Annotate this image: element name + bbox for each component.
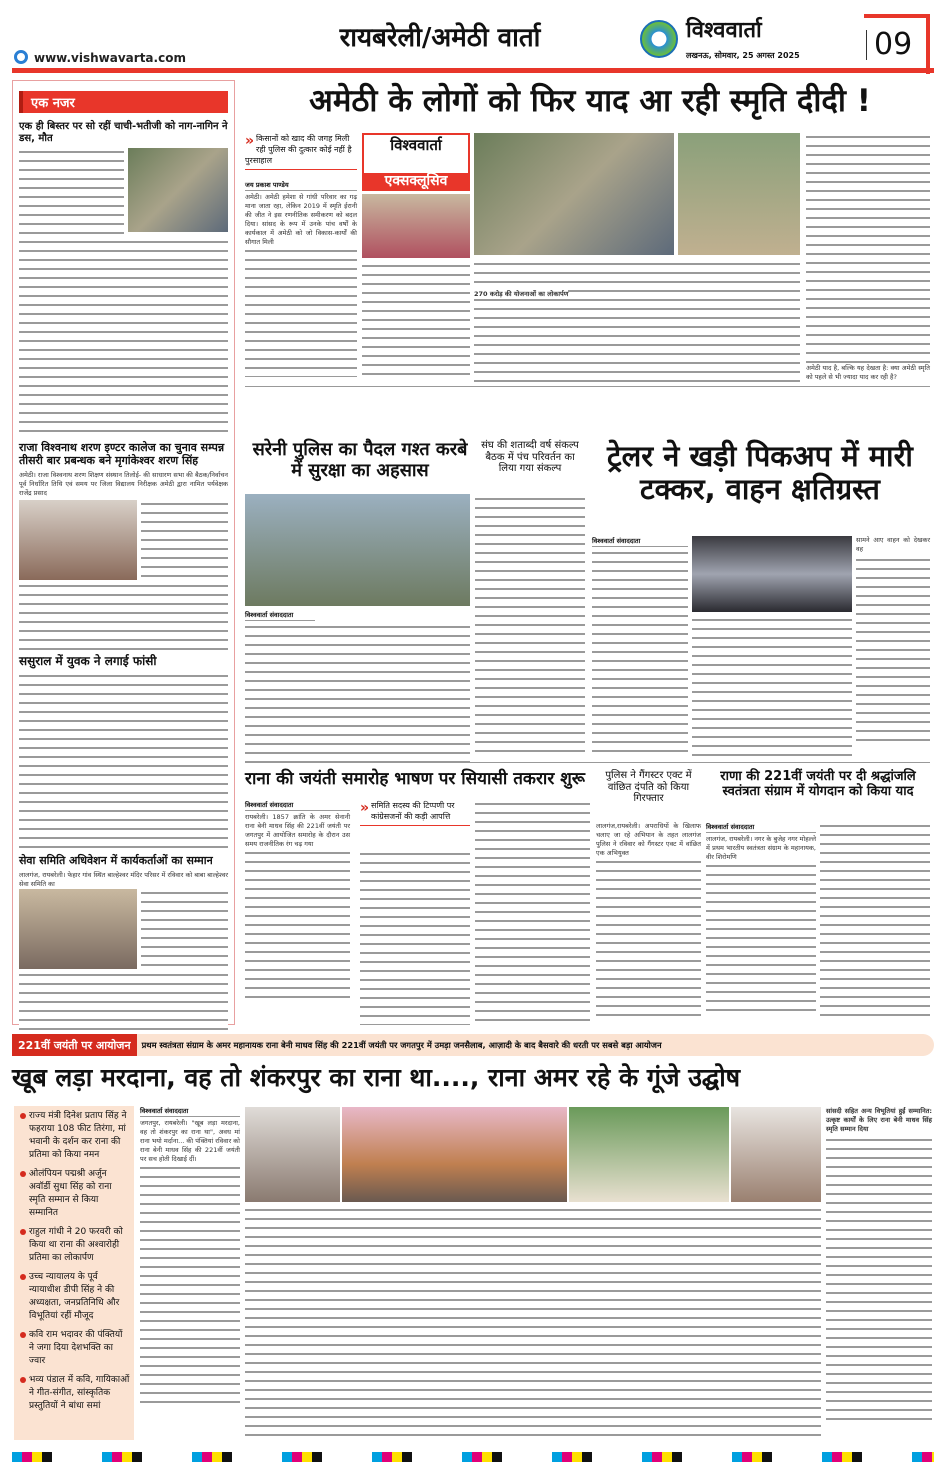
- dateline: लखनऊ, सोमवार, 25 अगस्त 2025: [686, 51, 800, 60]
- story-title: राना की जयंती समारोह भाषण पर सियासी तकरार शुरू: [245, 769, 585, 789]
- feature-strap: [12, 1034, 934, 1056]
- quote-box: » किसानों को खाद की जगह मिली रही पुलिस की दुत्कार कोई नहीं है पुरसाहाल: [245, 133, 357, 170]
- bullet-icon: [20, 1171, 26, 1177]
- page-number-box: [864, 14, 930, 74]
- feature-strap-text: प्रथम स्वतंत्रता संग्राम के अमर महानायक राना बेनी माधव सिंह की 221वीं जयंती पर जगतपुर में उमड़ा जनसैलाब, आज़ादी के बाद बैसवारे की धरती पर सबसे बड़ा आयोजन: [141, 1039, 662, 1050]
- brand-logo-icon: [640, 20, 678, 58]
- story-title: पुलिस ने गैंगस्टर एक्ट में वांछित दंपति को किया गिरफ्तार: [605, 770, 692, 804]
- snake-photo: [128, 148, 228, 232]
- story-title: राणा की 221वीं जयंती पर दी श्रद्धांजलि स्वतंत्रता संग्राम में योगदान को किया याद: [720, 769, 916, 799]
- bullet-icon: [20, 1377, 26, 1383]
- event-photo-1: [245, 1107, 340, 1202]
- highlight-item: कवि राम भदावर की पंक्तियों ने जगा दिया देशभक्ति का ज्वार: [20, 1329, 130, 1368]
- highlight-item: भव्य पंडाल में कवि, गायिकाओं ने गीत-संगीत, सांस्कृतिक प्रस्तुतियों ने बांधा समां: [20, 1374, 130, 1413]
- highlight-item: उच्च न्यायालय के पूर्व न्यायाधीश डीपी सिंह ने की अध्यक्षता, जनप्रतिनिधि और विभूतियां रहीं मौजूद: [20, 1271, 130, 1323]
- bullet-icon: [20, 1332, 26, 1338]
- police-patrol-photo: [245, 494, 470, 606]
- event-photo-4: [731, 1107, 821, 1202]
- website-link[interactable]: www.vishwavarta.com: [34, 51, 186, 65]
- section-title: रायबरेली/अमेठी वार्ता: [339, 23, 541, 53]
- story-title: ससुराल में युवक ने लगाई फांसी: [19, 654, 157, 669]
- header: [0, 0, 945, 74]
- trailer-text: सामने आए वाहन को देखकर वह: [856, 536, 930, 553]
- story-title: संघ की शताब्दी वर्ष संकल्प बैठक में पंच परिवर्तन का लिया गया संकल्प: [481, 440, 579, 474]
- page-number: 09: [874, 27, 913, 62]
- story-title: राजा विश्वनाथ शरण इण्टर कालेज का चुनाव सम्पन्न तीसरी बार प्रबन्धक बने मृगांकेश्वर शरण सिंह: [19, 441, 225, 467]
- header-rule: [12, 68, 934, 73]
- byline: जय प्रकाश पाण्डेय: [245, 180, 357, 191]
- quote-box: » समिति सदस्य की टिप्पणी पर कांग्रेसजनों की कड़ी आपत्ति: [360, 800, 470, 826]
- highlights-box: [14, 1106, 134, 1440]
- bullet-icon: [20, 1229, 26, 1235]
- main-headline: अमेठी के लोगों को फिर याद आ रही स्मृति दीदी !: [309, 83, 871, 119]
- highlight-item: राहुल गांधी ने 20 फरवरी को किया था राना की अश्वारोही प्रतिमा का लोकार्पण: [20, 1226, 130, 1265]
- ek-nazar-label: एक नजर: [19, 91, 228, 113]
- trailer-accident-photo: [692, 536, 852, 612]
- globe-e-icon: [14, 50, 28, 64]
- story-title: सेवा समिति अधिवेशन में कार्यकर्ताओं का सम्मान: [19, 854, 213, 868]
- event-photo-2: [342, 1107, 567, 1202]
- college-photo: [19, 500, 137, 580]
- highlight-item: ओलंपियन पद्मश्री अर्जुन अवॉर्डी सुधा सिंह को राना स्मृति सम्मान से किया सम्मानित: [20, 1168, 130, 1220]
- story-title: ट्रेलर ने खड़ी पिकअप में मारी टक्कर, वाहन क्षतिग्रस्त: [607, 439, 913, 507]
- story-title: एक ही बिस्तर पर सो रहीं चाची-भतीजी को नाग-नागिन ने डस, मौत: [19, 121, 228, 144]
- smriti-irani-photo: [362, 194, 470, 258]
- color-registration-bar: [12, 1452, 934, 1462]
- development-photo-1: [474, 133, 674, 255]
- exclusive-badge: विश्ववार्ता एक्सक्लूसिव: [362, 133, 470, 191]
- quote-text: किसानों को खाद की जगह मिली रही पुलिस की दुत्कार कोई नहीं है पुरसाहाल: [245, 134, 352, 165]
- bullet-icon: [20, 1274, 26, 1280]
- seva-samiti-photo: [19, 889, 137, 969]
- story-title: सरेनी पुलिस का पैदल गश्त करबे में सुरक्षा का अहसास: [252, 439, 468, 481]
- highlight-item: राज्य मंत्री दिनेश प्रताप सिंह ने फहराया 108 फीट तिरंगा, मां भवानी के दर्शन कर राना की प्रतिमा को किया नमन: [20, 1110, 130, 1162]
- ek-nazar-column: एक नजर एक ही बिस्तर पर सो रहीं चाची-भतीजी को नाग-नागिन ने डस, मौत राजा विश्वनाथ शरण इण्टर कालेज का चुनाव सम्पन्न तीसरी बार प्रबन्धक बने मृगांकेश्वर शरण सिंह अमेठी। राजा विश्वनाथ शरण शिक्षण संस्थान तिलोई- की साधारण सभा की बैठक/निर्वाचन पूर्व निर्धारित तिथि एवं समय पर जिला विद्यालय निरीक्षक अमेठी द्वारा नामित पर्यवेक्षक राजेंद्र प्रसाद ससुराल में युवक ने लगाई फांसी सेवा समिति अधिवेशन में कार्यकर्ताओं का सम्मान लालगंज, रायबरेली। फेहार गांव स्थित बाल्हेश्वर मंदिर परिसर में रविवार को बाबा बाल्हेश्वर सेवा समिति का: [12, 80, 235, 1025]
- development-photo-2: [678, 133, 800, 255]
- brand-name: विश्ववार्ता: [686, 18, 762, 43]
- feature-headline: खूब लड़ा मरदाना, वह तो शंकरपुर का राना था...., राना अमर रहे के गूंजे उद्घोष: [12, 1063, 741, 1092]
- bullet-icon: [20, 1113, 26, 1119]
- feature-tag: 221वीं जयंती पर आयोजन: [12, 1034, 137, 1056]
- event-photo-3: [569, 1107, 729, 1202]
